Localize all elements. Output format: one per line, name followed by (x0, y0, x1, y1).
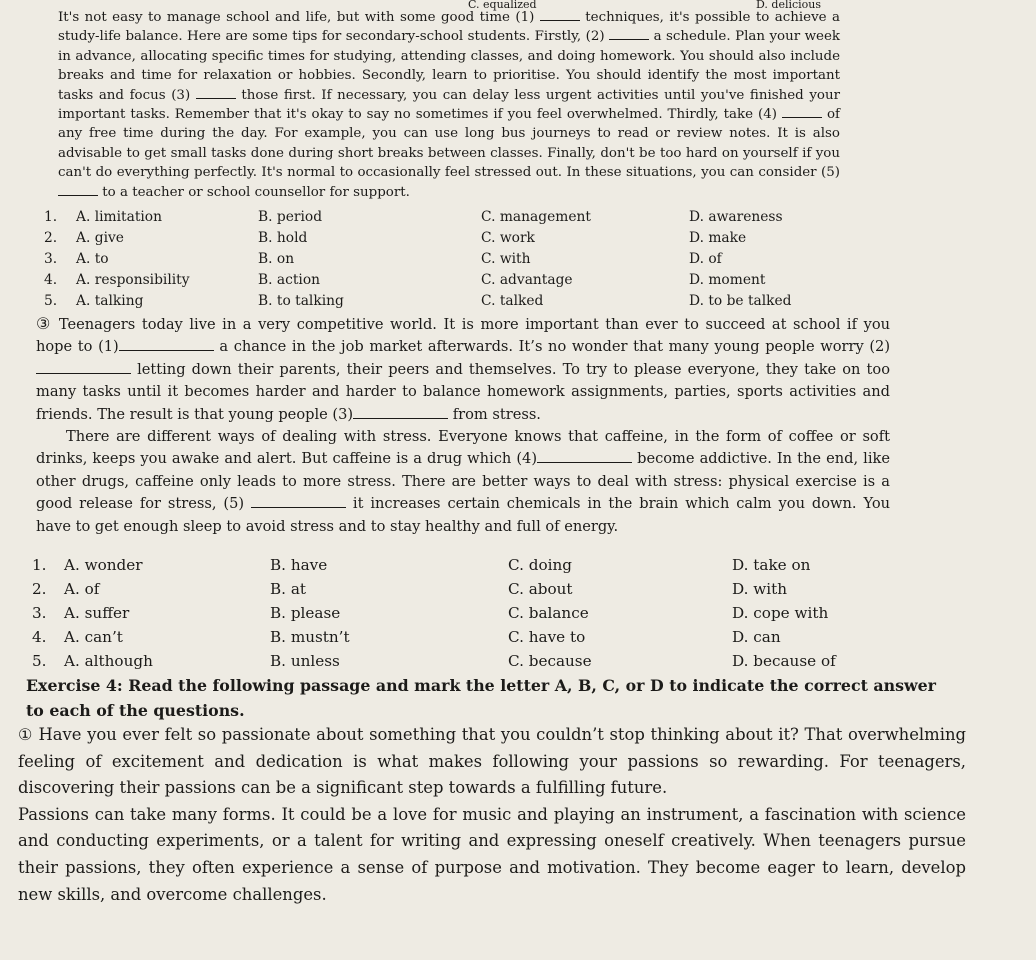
passage-study-life-balance (58, 8, 840, 202)
passage-paragraph-1: ③ Teenagers today live in a very competitive world. It is more important than ever to succeed at school if you hope to (1) a chance in the job market afterwards. It’s no wonder that many young people worry (2) letting down their parents, their peers and themselves. To try to please everyone, they take on too many tasks until it becomes harder and harder to balance homework assignments, parties, sports activities and friends. The result is that young people (3) from stress. (36, 314, 891, 423)
exercise-4-heading: Exercise 4: Read the following passage and mark the letter A, B, C, or D to indicate the correct answer to each of the questions. (26, 676, 936, 720)
blank-3 (353, 408, 448, 419)
blank-4 (782, 107, 822, 118)
options-grid-1 (44, 209, 834, 314)
blank-5 (251, 497, 346, 508)
passage-paragraph-2: There are different ways of dealing with stress. Everyone knows that caffeine, in the form of coffee or soft drinks, keeps you awake and alert. But caffeine is a drug which (4) become addictive. In the end, like other drugs, caffeine only leads to more stress. There are better ways to deal with stress: physical exercise is a good release for stress, (5) it increases certain chemicals in the brain which calm you down. You have to get enough sleep to avoid stress and to stay healthy and full of energy. (36, 428, 891, 535)
blank-2 (36, 363, 131, 374)
options-grid-2 (32, 556, 852, 676)
option-row: 2. A. of B. at C. about D. with (32, 580, 788, 598)
passage-teen-stress (36, 313, 890, 538)
blank-1 (540, 10, 580, 21)
option-row: 3. A. suffer B. please C. balance D. cope with (32, 604, 829, 622)
circled-number-3-icon: ③ (36, 314, 53, 333)
blank-3 (196, 88, 236, 99)
passage-passions (18, 722, 966, 908)
passage-text: It's not easy to manage school and life, but with some good time (1) techniques, it's possible to achieve a study-life balance. Here are some tips for secondary-school students. Firstly, (2) a schedule. Plan your week in advance, allocating specific times for studying, attending classes, and doing homework. You should also include breaks and time for relaxation or hobbies. Secondly, learn to prioritise. You should identify the most important tasks and focus (3) those first. If necessary, you can delay less urgent activities until you've finished your important tasks. Remember that it's okay to say no sometimes if you feel overwhelmed. Thirdly, take (4) of any free time during the day. For example, you can use long bus journeys to read or review notes. It is also advisable to get small tasks done during short breaks between classes. Finally, don't be too hard on yourself if you can't do everything perfectly. It's normal to occasionally feel stressed out. In these situations, you can consider (5) to a teacher or school counsellor for support. (58, 10, 841, 200)
option-row: 4. A. can’t B. mustn’t C. have to D. can (32, 628, 781, 646)
option-row: 1. A. wonder B. have C. doing D. take on (32, 556, 811, 574)
option-row: 5. A. talking B. to talking C. talked D. to be talked (44, 293, 792, 309)
option-row: 5. A. although B. unless C. because D. because of (32, 652, 836, 670)
passage-paragraph-2: Passions can take many forms. It could be a love for music and playing an instrument, a fascination with science and conducting experiments, or a talent for writing and expressing oneself creatively. When teenagers pursue their passions, they often experience a sense of purpose and motivation. They become eager to learn, develop new skills, and overcome challenges. (18, 804, 966, 904)
blank-4 (537, 452, 632, 463)
top-option-d: D. delicious (756, 0, 822, 11)
option-row: 2. A. give B. hold C. work D. make (44, 230, 747, 246)
blank-5 (58, 185, 98, 196)
option-row: 1. A. limitation B. period C. management D. awareness (44, 209, 783, 225)
option-row: 4. A. responsibility B. action C. advantage D. moment (44, 272, 766, 288)
top-option-c: C. equalized (468, 0, 537, 11)
blank-1 (119, 340, 214, 351)
circled-number-1-icon: ① (18, 725, 33, 744)
passage-paragraph-1: ① Have you ever felt so passionate about something that you couldn’t stop thinking about it? That overwhelming feeling of excitement and dedication is what makes following your passions so rewarding. For teenagers, discovering their passions can be a significant step towards a fulfilling future. (18, 725, 966, 798)
blank-2 (609, 29, 649, 40)
option-row: 3. A. to B. on C. with D. of (44, 251, 722, 267)
